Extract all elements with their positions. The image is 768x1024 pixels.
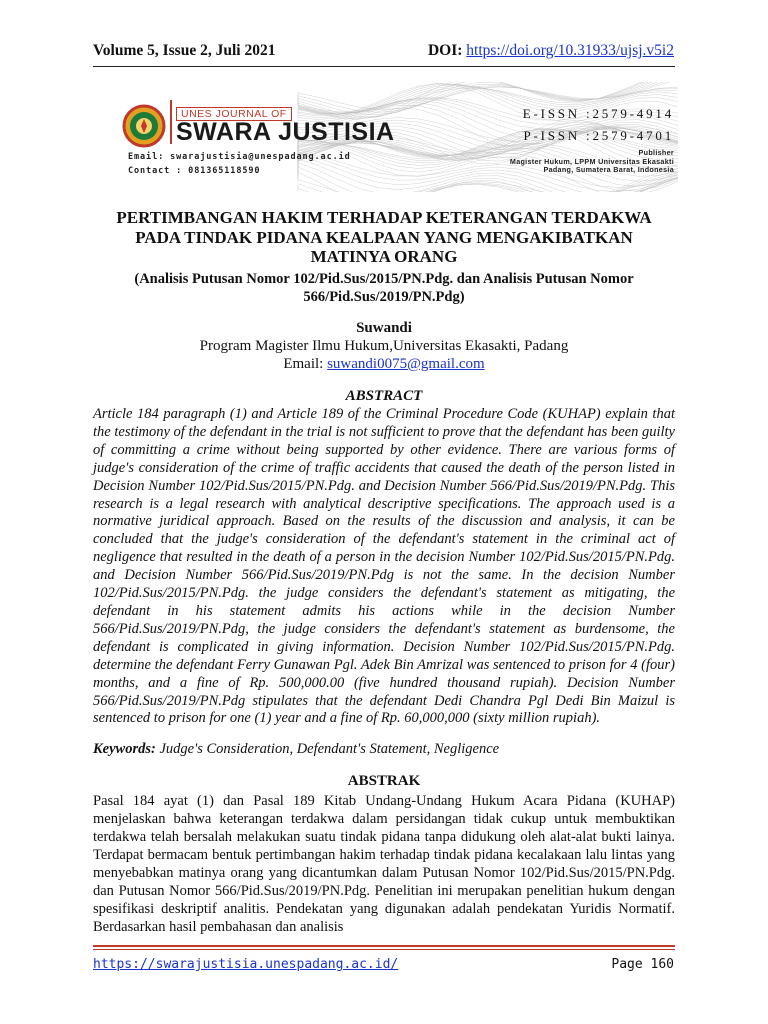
journal-bar bbox=[170, 100, 172, 144]
author-email-line bbox=[93, 356, 675, 373]
p-issn: P-ISSN :2579-4701 bbox=[523, 128, 674, 143]
banner-email: Email: swarajustisia@unespadang.ac.id bbox=[128, 152, 351, 162]
article-title: PERTIMBANGAN HAKIM TERHADAP KETERANGAN TERDAKWA PADA TINDAK PIDANA KEALPAAN YANG MENGAKIBATKAN MATINYA ORANG bbox=[116, 208, 652, 266]
header-rule bbox=[93, 66, 675, 67]
abstract-heading: ABSTRACT bbox=[345, 388, 423, 404]
doi-line bbox=[428, 42, 674, 60]
page-number: Page 160 bbox=[611, 957, 674, 972]
footer-rule bbox=[93, 949, 675, 950]
abstract-body: Article 184 paragraph (1) and Article 189 of the Criminal Procedure Code (KUHAP) explain that the testimony of the defendant in the trial is not sufficient to prove that the defendant has been guilty of committing a crime without being supported by other evidence. There are various forms of judge's consideration of the crime of traffic accidents that caused the death of the person listed in Decision Number 102/Pid.Sus/2015/PN.Pdg. and Decision Number 566/Pid.Sus/2019/PN.Pdg. This research is a legal research with analytical descriptive specifications. The approach used is a normative juridical approach. Based on the results of the discussion and analysis, it can be concluded that the judge's consideration of the defendant's statement in the criminal act of negligence that resulted in the death of a person in the decision Number 102/Pid.Sus/2015/PN.Pdg. and Decision Number 566/Pid.Sus/2019/PN.Pdg is not the same. In the decision Number 102/Pid.Sus/2015/PN.Pdg. the judge considers the defendant's statement as mitigating, the defendant in his statement admits his actions while in the decision Number 566/Pid.Sus/2019/PN.Pdg, the judge considers the defendant's statement as burdensome, the defendant is complicated in giving information. Decision Number 102/Pid.Sus/2015/PN.Pdg. determine the defendant Ferry Gunawan Pgl. Adek Bin Amrizal was sentenced to prison for 4 (four) months, and a fine of Rp. 500,000.00 (five hundred thousand rupiah). Decision Number 566/Pid.Sus/2019/PN.Pdg stipulates that the defendant Dedi Chandra Pgl Dedi Bin Maizul is sentenced to prison for one (1) year and a fine of Rp. 60,000,000 (sixty million rupiah). bbox=[93, 406, 675, 727]
email-label: Email: bbox=[283, 356, 324, 372]
banner-contact: Contact : 081365118590 bbox=[128, 166, 261, 176]
publisher-line: Magister Hukum, LPPM Universitas Ekasakti bbox=[509, 156, 674, 166]
author-affiliation: Program Magister Ilmu Hukum,Universitas Ekasakti, Padang bbox=[199, 338, 569, 354]
article-subtitle: (Analisis Putusan Nomor 102/Pid.Sus/2015/PN.Pdg. dan Analisis Putusan Nomor 566/Pid.Sus/2019/PN.Pdg) bbox=[134, 271, 634, 305]
publisher-info bbox=[510, 149, 674, 175]
author-email-link[interactable]: suwandi0075@gmail.com bbox=[327, 356, 485, 372]
publisher-line: Padang, Sumatera Barat, Indonesia bbox=[543, 165, 674, 174]
abstrak-heading: ABSTRAK bbox=[347, 773, 421, 789]
footer-rule bbox=[93, 945, 675, 947]
doi-link[interactable]: https://doi.org/10.31933/ujsj.v5i2 bbox=[466, 42, 674, 59]
publisher-line: Publisher bbox=[638, 148, 674, 157]
abstrak-body: Pasal 184 ayat (1) dan Pasal 189 Kitab Undang-Undang Hukum Acara Pidana (KUHAP) menjelaskan bahwa keterangan terdakwa dalam persidangan tidak cukup untuk membuktikan terdakwa telah bersalah melakukan suatu tindak pidana tanpa didukung oleh alat-alat bukti lainya. Terdapat bermacam bentuk pertimbangan hakim terhadap tindak pidana kecalakaan lalu lintas yang menyebabkan matinya orang yang dicantumkan dalam Putusan Nomor 102/Pid.Sus/2015/PN.Pdg. dan Putusan Nomor 566/Pid.Sus/2019/PN.Pdg. Penelitian ini merupakan penelitian hukum dengan spesifikasi deskriptif analitis. Pendekatan yang digunakan adalah pendekatan Yuridis Normatif. Berdasarkan hasil pembahasan dan analisis bbox=[93, 793, 675, 935]
volume-issue: Volume 5, Issue 2, Juli 2021 bbox=[93, 42, 276, 59]
keywords-label: Keywords: bbox=[93, 741, 156, 757]
keywords-text: Judge's Consideration, Defendant's Statement, Negligence bbox=[159, 741, 500, 757]
university-logo bbox=[122, 104, 166, 148]
author-name: Suwandi bbox=[356, 320, 412, 336]
journal-banner bbox=[118, 82, 678, 192]
journal-name: SWARA JUSTISIA bbox=[176, 118, 395, 146]
doi-label: DOI: bbox=[427, 42, 463, 59]
e-issn: E-ISSN :2579-4914 bbox=[522, 106, 674, 121]
journal-url-link[interactable]: https://swarajustisia.unespadang.ac.id/ bbox=[93, 957, 399, 972]
journal-small-name: UNES JOURNAL OF bbox=[176, 107, 292, 121]
keywords-line bbox=[93, 741, 675, 758]
